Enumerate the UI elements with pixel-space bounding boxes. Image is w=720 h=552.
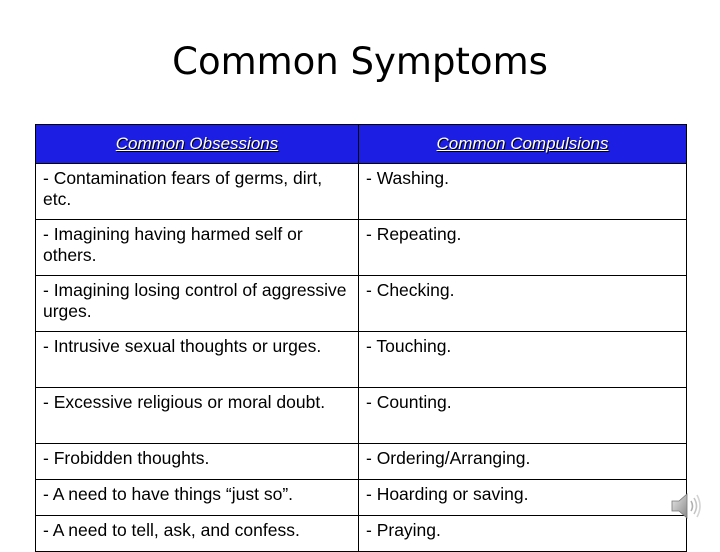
compulsion-cell: - Checking. xyxy=(359,276,687,332)
compulsion-cell: - Ordering/Arranging. xyxy=(359,444,687,480)
obsession-cell: - Excessive religious or moral doubt. xyxy=(36,388,359,444)
obsession-cell: - Intrusive sexual thoughts or urges. xyxy=(36,332,359,388)
compulsion-cell: - Counting. xyxy=(359,388,687,444)
table-row xyxy=(36,332,687,388)
table-row xyxy=(36,516,687,552)
table-row xyxy=(36,220,687,276)
table-row xyxy=(36,388,687,444)
obsession-cell: - Imagining losing control of aggressive urges. xyxy=(36,276,359,332)
table-row xyxy=(36,444,687,480)
symptoms-table xyxy=(35,124,687,552)
table-row xyxy=(36,480,687,516)
slide-title: Common Symptoms xyxy=(172,40,548,83)
obsession-cell: - Contamination fears of germs, dirt, etc. xyxy=(36,164,359,220)
table-header-row xyxy=(36,125,687,164)
table-row xyxy=(36,164,687,220)
table-row xyxy=(36,276,687,332)
compulsion-cell: - Repeating. xyxy=(359,220,687,276)
header-compulsions: Common Compulsions xyxy=(359,125,687,164)
compulsion-cell: - Washing. xyxy=(359,164,687,220)
header-obsessions: Common Obsessions xyxy=(36,125,359,164)
speaker-icon[interactable] xyxy=(669,490,705,522)
compulsion-cell: - Praying. xyxy=(359,516,687,552)
obsession-cell: - A need to have things “just so”. xyxy=(36,480,359,516)
compulsion-cell: - Hoarding or saving. xyxy=(359,480,687,516)
obsession-cell: - A need to tell, ask, and confess. xyxy=(36,516,359,552)
obsession-cell: - Imagining having harmed self or others. xyxy=(36,220,359,276)
obsession-cell: - Frobidden thoughts. xyxy=(36,444,359,480)
compulsion-cell: - Touching. xyxy=(359,332,687,388)
